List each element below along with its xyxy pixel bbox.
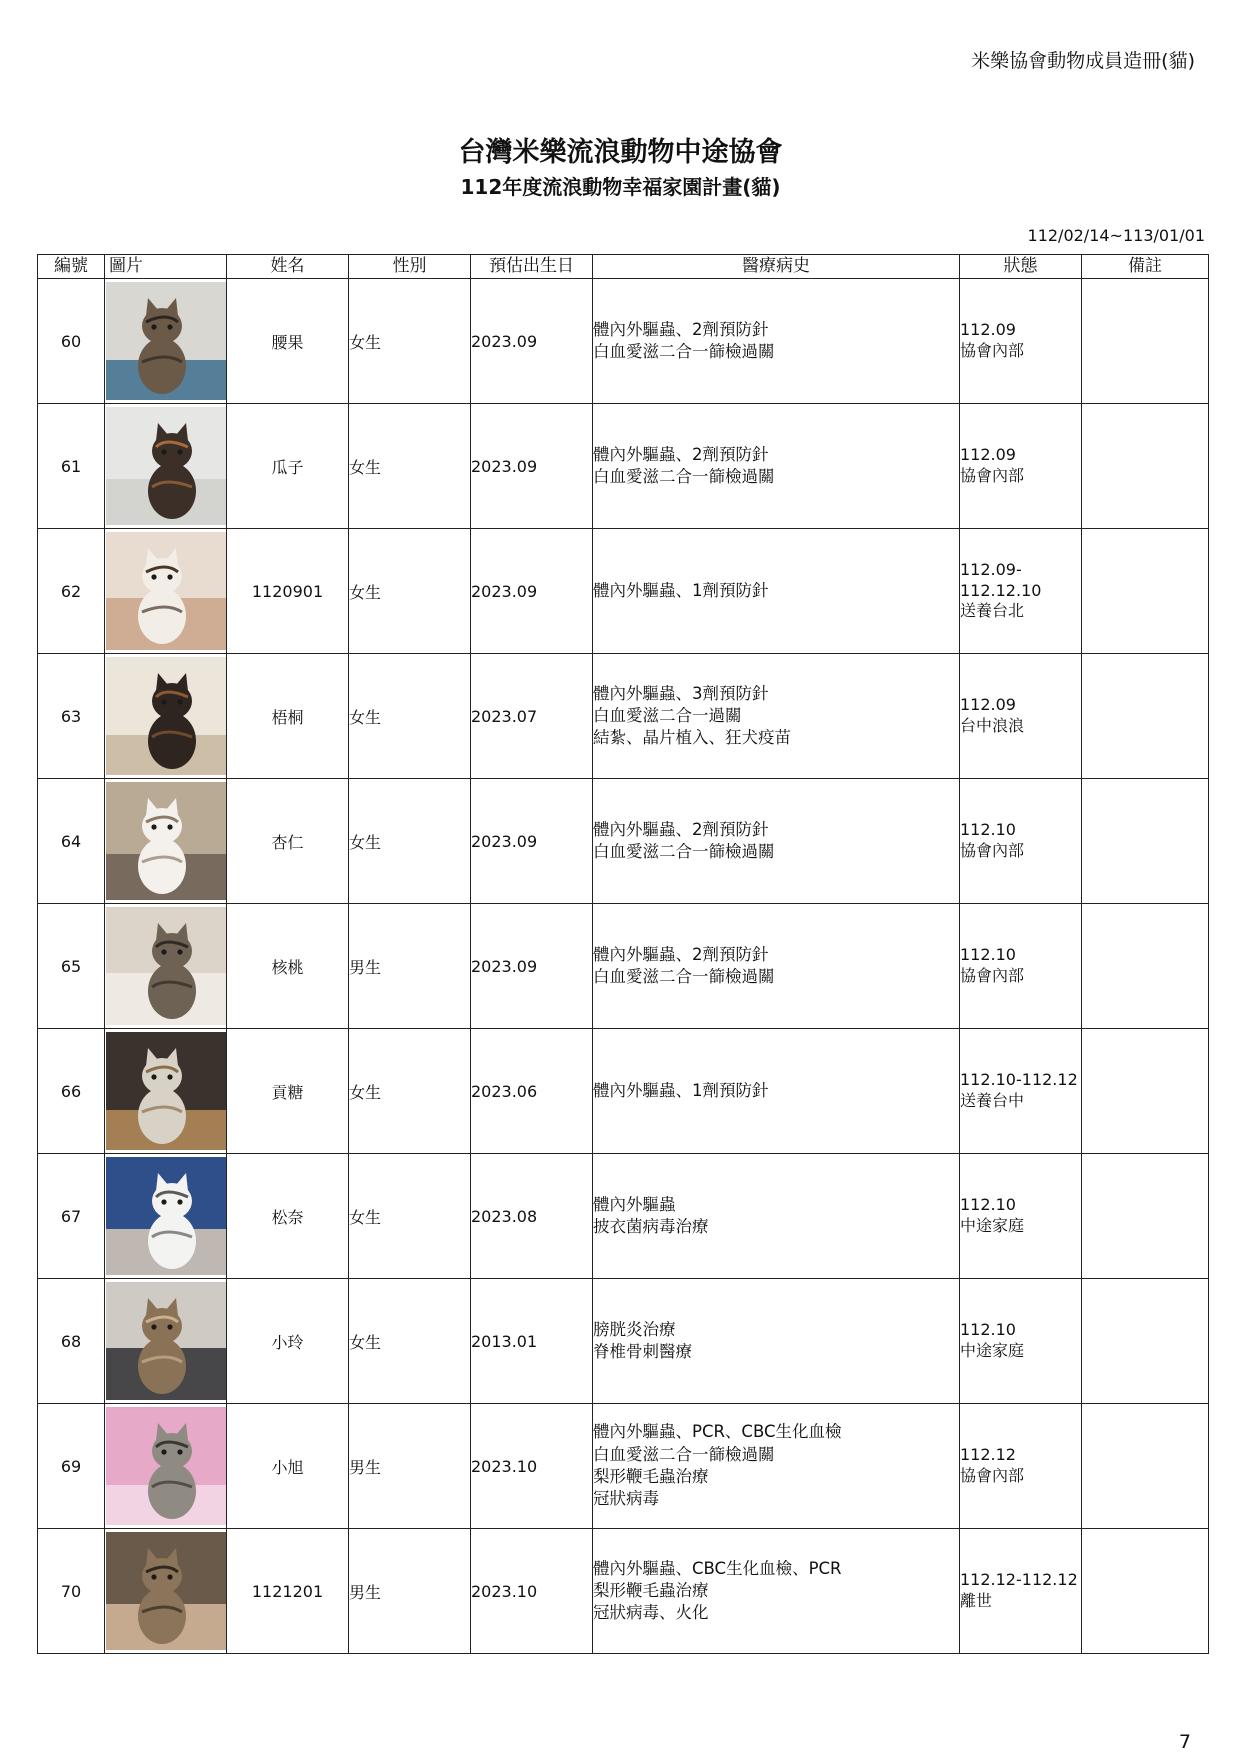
status-cell [960, 779, 1082, 904]
cat-birth: 2023.10 [471, 1404, 593, 1529]
medical-line: 白血愛滋二合一篩檢過關 [593, 1444, 775, 1464]
medical-line: 體內外驅蟲、PCR、CBC生化血檢 [593, 1422, 842, 1442]
status-location: 送養台中 [960, 1091, 1025, 1110]
cat-birth: 2023.09 [471, 904, 593, 1029]
photo-cell [105, 1529, 227, 1654]
photo-cell [105, 279, 227, 404]
medical-line: 白血愛滋二合一篩檢過關 [593, 842, 775, 861]
photo-cell [105, 1279, 227, 1404]
note-cell [1082, 1029, 1209, 1154]
status-location: 協會內部 [960, 841, 1025, 860]
medical-line: 體內外驅蟲、1劑預防針 [593, 580, 769, 600]
medical-line: 膀胱炎治療 [593, 1319, 676, 1339]
note-cell [1082, 279, 1209, 404]
cat-sex: 女生 [349, 779, 471, 904]
status-cell [960, 904, 1082, 1029]
medical-history [593, 904, 960, 1029]
medical-history [593, 654, 960, 779]
note-cell [1082, 529, 1209, 654]
medical-line: 體內外驅蟲、2劑預防針 [593, 819, 769, 839]
row-number: 61 [38, 404, 105, 529]
cat-photo [106, 1282, 226, 1400]
cat-name: 瓜子 [227, 404, 349, 529]
medical-history [593, 1279, 960, 1404]
photo-cell [105, 404, 227, 529]
medical-history [593, 1029, 960, 1154]
status-date: 112.10 [960, 945, 1016, 965]
col-header-birth: 預估出生日 [471, 255, 593, 279]
medical-line: 結紮、晶片植入、狂犬疫苗 [593, 728, 791, 748]
row-number: 70 [38, 1529, 105, 1654]
row-number: 66 [38, 1029, 105, 1154]
row-number: 64 [38, 779, 105, 904]
status-location: 中途家庭 [960, 1341, 1025, 1360]
table-row [38, 1529, 1209, 1654]
cat-photo [106, 532, 226, 650]
note-cell [1082, 1279, 1209, 1404]
status-cell [960, 1029, 1082, 1154]
table-row [38, 654, 1209, 779]
status-date: 112.09 [960, 320, 1016, 340]
cat-sex: 女生 [349, 279, 471, 404]
cat-birth: 2023.07 [471, 654, 593, 779]
note-cell [1082, 1154, 1209, 1279]
status-cell [960, 1154, 1082, 1279]
cat-name: 核桃 [227, 904, 349, 1029]
row-number: 67 [38, 1154, 105, 1279]
note-cell [1082, 904, 1209, 1029]
status-date: 112.09 [960, 445, 1016, 465]
row-number: 60 [38, 279, 105, 404]
table-row [38, 1154, 1209, 1279]
cat-sex: 女生 [349, 654, 471, 779]
note-cell [1082, 779, 1209, 904]
corner-header: 米樂協會動物成員造冊(貓) [971, 50, 1195, 72]
medical-line: 脊椎骨刺醫療 [593, 1342, 692, 1361]
medical-line: 體內外驅蟲、3劑預防針 [593, 683, 769, 703]
cat-name: 小旭 [227, 1404, 349, 1529]
cat-sex: 女生 [349, 1279, 471, 1404]
cat-photo [106, 907, 226, 1025]
photo-cell [105, 904, 227, 1029]
status-cell [960, 654, 1082, 779]
status-location: 離世 [960, 1591, 993, 1610]
note-cell [1082, 654, 1209, 779]
status-cell [960, 1279, 1082, 1404]
note-cell [1082, 1529, 1209, 1654]
cat-name: 小玲 [227, 1279, 349, 1404]
roster-table [37, 254, 1209, 1654]
table-row [38, 1029, 1209, 1154]
status-location: 台中浪浪 [960, 716, 1025, 735]
medical-line: 體內外驅蟲、1劑預防針 [593, 1080, 769, 1100]
cat-name: 杏仁 [227, 779, 349, 904]
col-header-name: 姓名 [227, 255, 349, 279]
medical-line: 體內外驅蟲、2劑預防針 [593, 319, 769, 339]
photo-cell [105, 529, 227, 654]
status-date: 112.10 [960, 1195, 1016, 1215]
page-number: 7 [1178, 1731, 1191, 1753]
cat-name: 腰果 [227, 279, 349, 404]
cat-photo [106, 782, 226, 900]
cat-photo [106, 407, 226, 525]
status-location: 協會內部 [960, 1466, 1025, 1485]
table-row [38, 404, 1209, 529]
table-row [38, 279, 1209, 404]
cat-photo [106, 282, 226, 400]
cat-photo [106, 1157, 226, 1275]
cat-sex: 女生 [349, 1029, 471, 1154]
status-date: 112.09-112.12.10 [960, 559, 1042, 600]
cat-birth: 2023.09 [471, 779, 593, 904]
cat-name: 1121201 [227, 1529, 349, 1654]
medical-history [593, 279, 960, 404]
medical-line: 披衣菌病毒治療 [593, 1217, 709, 1236]
status-date: 112.10 [960, 1320, 1016, 1340]
table-row [38, 904, 1209, 1029]
document-subtitle: 112年度流浪動物幸福家園計畫(貓) [460, 175, 781, 199]
status-date: 112.10-112.12 [960, 1070, 1078, 1090]
col-header-status: 狀態 [960, 255, 1082, 279]
cat-birth: 2023.06 [471, 1029, 593, 1154]
col-header-note: 備註 [1082, 255, 1209, 279]
cat-birth: 2023.09 [471, 279, 593, 404]
col-header-sex: 性別 [349, 255, 471, 279]
medical-line: 體內外驅蟲、CBC生化血檢、PCR [593, 1558, 842, 1578]
cat-birth: 2013.01 [471, 1279, 593, 1404]
cat-sex: 男生 [349, 1529, 471, 1654]
status-cell [960, 1404, 1082, 1529]
cat-name: 貢糖 [227, 1029, 349, 1154]
status-cell [960, 404, 1082, 529]
photo-cell [105, 654, 227, 779]
cat-birth: 2023.08 [471, 1154, 593, 1279]
status-cell [960, 279, 1082, 404]
medical-history [593, 1529, 960, 1654]
cat-sex: 男生 [349, 1404, 471, 1529]
cat-photo [106, 1532, 226, 1650]
note-cell [1082, 404, 1209, 529]
status-cell [960, 1529, 1082, 1654]
status-date: 112.12-112.12 [960, 1570, 1078, 1590]
medical-line: 白血愛滋二合一過關 [593, 705, 742, 725]
table-row [38, 1279, 1209, 1404]
medical-line: 體內外驅蟲 [593, 1194, 676, 1214]
date-range: 112/02/14~113/01/01 [1027, 226, 1205, 245]
roster-body [38, 279, 1209, 1654]
medical-history [593, 529, 960, 654]
row-number: 63 [38, 654, 105, 779]
status-location: 送養台北 [960, 601, 1025, 621]
medical-line: 體內外驅蟲、2劑預防針 [593, 444, 769, 464]
medical-line: 梨形鞭毛蟲治療 [593, 1467, 709, 1486]
row-number: 62 [38, 529, 105, 654]
cat-birth: 2023.09 [471, 529, 593, 654]
table-header-row [38, 255, 1209, 279]
photo-cell [105, 1154, 227, 1279]
cat-sex: 男生 [349, 904, 471, 1029]
medical-line: 冠狀病毒、火化 [593, 1603, 709, 1623]
cat-sex: 女生 [349, 529, 471, 654]
table-row [38, 529, 1209, 654]
cat-photo [106, 657, 226, 775]
status-location: 中途家庭 [960, 1216, 1025, 1235]
row-number: 65 [38, 904, 105, 1029]
cat-sex: 女生 [349, 1154, 471, 1279]
status-location: 協會內部 [960, 966, 1025, 985]
row-number: 69 [38, 1404, 105, 1529]
medical-line: 白血愛滋二合一篩檢過關 [593, 342, 775, 361]
row-number: 68 [38, 1279, 105, 1404]
col-header-photo: 圖片 [105, 255, 227, 279]
cat-photo [106, 1032, 226, 1150]
status-cell [960, 529, 1082, 654]
table-row [38, 779, 1209, 904]
cat-birth: 2023.10 [471, 1529, 593, 1654]
medical-history [593, 404, 960, 529]
medical-line: 白血愛滋二合一篩檢過關 [593, 967, 775, 986]
cat-name: 松奈 [227, 1154, 349, 1279]
note-cell [1082, 1404, 1209, 1529]
status-date: 112.10 [960, 820, 1016, 840]
medical-history [593, 779, 960, 904]
photo-cell [105, 1404, 227, 1529]
col-header-medical: 醫療病史 [593, 255, 960, 279]
medical-line: 白血愛滋二合一篩檢過關 [593, 467, 775, 486]
col-header-number: 編號 [38, 255, 105, 279]
cat-sex: 女生 [349, 404, 471, 529]
medical-history [593, 1154, 960, 1279]
photo-cell [105, 1029, 227, 1154]
cat-name: 1120901 [227, 529, 349, 654]
status-date: 112.12 [960, 1445, 1016, 1465]
cat-birth: 2023.09 [471, 404, 593, 529]
status-date: 112.09 [960, 695, 1016, 715]
document-title: 台灣米樂流浪動物中途協會 [458, 137, 783, 168]
medical-history [593, 1404, 960, 1529]
medical-line: 體內外驅蟲、2劑預防針 [593, 944, 769, 964]
status-location: 協會內部 [960, 341, 1025, 360]
photo-cell [105, 779, 227, 904]
cat-name: 梧桐 [227, 654, 349, 779]
table-row [38, 1404, 1209, 1529]
status-location: 協會內部 [960, 466, 1025, 485]
medical-line: 冠狀病毒 [593, 1489, 659, 1509]
medical-line: 梨形鞭毛蟲治療 [593, 1580, 709, 1600]
cat-photo [106, 1407, 226, 1525]
